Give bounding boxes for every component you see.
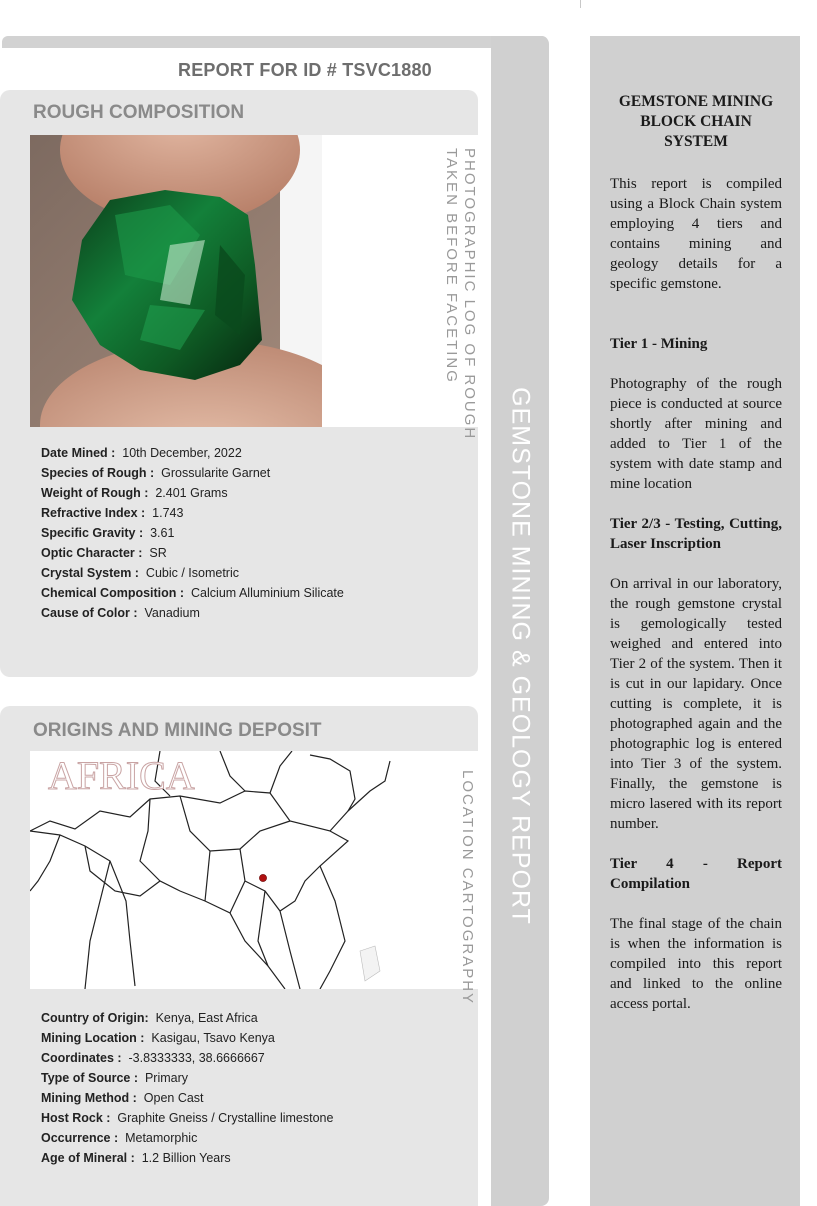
top-strip [2,36,548,48]
field-row: Coordinates : -3.8333333, 38.6666667 [41,1051,265,1065]
vertical-band-text: GEMSTONE MINING & GEOLOGY REPORT [506,387,535,925]
blockchain-sidebar-content [610,92,782,1014]
field-row: Type of Source : Primary [41,1071,189,1085]
field-row: Host Rock : Graphite Gneiss / Crystalline limestone [41,1111,334,1125]
africa-map [30,751,478,989]
field-row: Crystal System : Cubic / Isometric [41,566,240,580]
field-row: Cause of Color : Vanadium [41,606,200,620]
field-row: Mining Location : Kasigau, Tsavo Kenya [41,1031,275,1045]
photo-caption-line2: TAKEN BEFORE FACETING [443,148,460,384]
report-title: REPORT FOR ID # TSVC1880 [178,60,432,80]
tier1-heading: Tier 1 - Mining [610,336,708,352]
field-row: Occurrence : Metamorphic [41,1131,198,1145]
tier4-text: The final stage of the chain is when the information is compiled into this report and linked to the online access portal. [610,916,782,1012]
field-row: Chemical Composition : Calcium Alluminium Silicate [41,586,344,600]
sidebar-intro: This report is compiled using a Block Chain system employing 4 tiers and contains mining and geology details for a specific gemstone. [610,176,782,292]
map-region-label: AFRICA [48,753,195,798]
field-row: Species of Rough : Grossularite Garnet [41,466,271,480]
origin-fields [41,1008,333,1168]
rough-fields [41,443,344,623]
sidebar-title: GEMSTONE MINING BLOCK CHAIN SYSTEM [618,93,774,150]
field-row: Country of Origin: Kenya, East Africa [41,1011,258,1025]
field-row: Optic Character : SR [41,546,167,560]
rough-gemstone-photo [30,135,322,427]
field-row: Date Mined : 10th December, 2022 [41,446,242,460]
tier1-text: Photography of the rough piece is conducted at source shortly after mining and added to Tier 1 of the system with date stamp and mine location [610,376,782,492]
rough-composition-heading: ROUGH COMPOSITION [33,102,245,123]
field-row: Specific Gravity : 3.61 [41,526,175,540]
field-row: Refractive Index : 1.743 [41,506,184,520]
top-divider [580,0,581,8]
mine-location-marker [259,874,266,881]
tier4-heading: Tier 4 - Report Compilation [610,856,782,892]
field-row: Mining Method : Open Cast [41,1091,204,1105]
tier23-text: On arrival in our laboratory, the rough gemstone crystal is gemologically tested weighed and entered into Tier 2 of the system. Then it is cut in our lapidary. Once cutting is complete, it is photographed again and the photographic log is entered into Tier 3 of the system. Finally, the gemstone is micro lasered with its report number. [610,576,782,832]
map-caption-text: LOCATION CARTOGRAPHY [459,770,476,1006]
photo-caption-line1: PHOTOGRAPHIC LOG OF ROUGH [461,148,478,441]
photo-caption [440,148,480,441]
field-row: Age of Mineral : 1.2 Billion Years [41,1151,231,1165]
origins-heading: ORIGINS AND MINING DEPOSIT [33,720,322,741]
field-row: Weight of Rough : 2.401 Grams [41,486,228,500]
vertical-band-title [491,36,549,1206]
tier23-heading: Tier 2/3 - Testing, Cutting, Laser Inscription [610,516,782,552]
